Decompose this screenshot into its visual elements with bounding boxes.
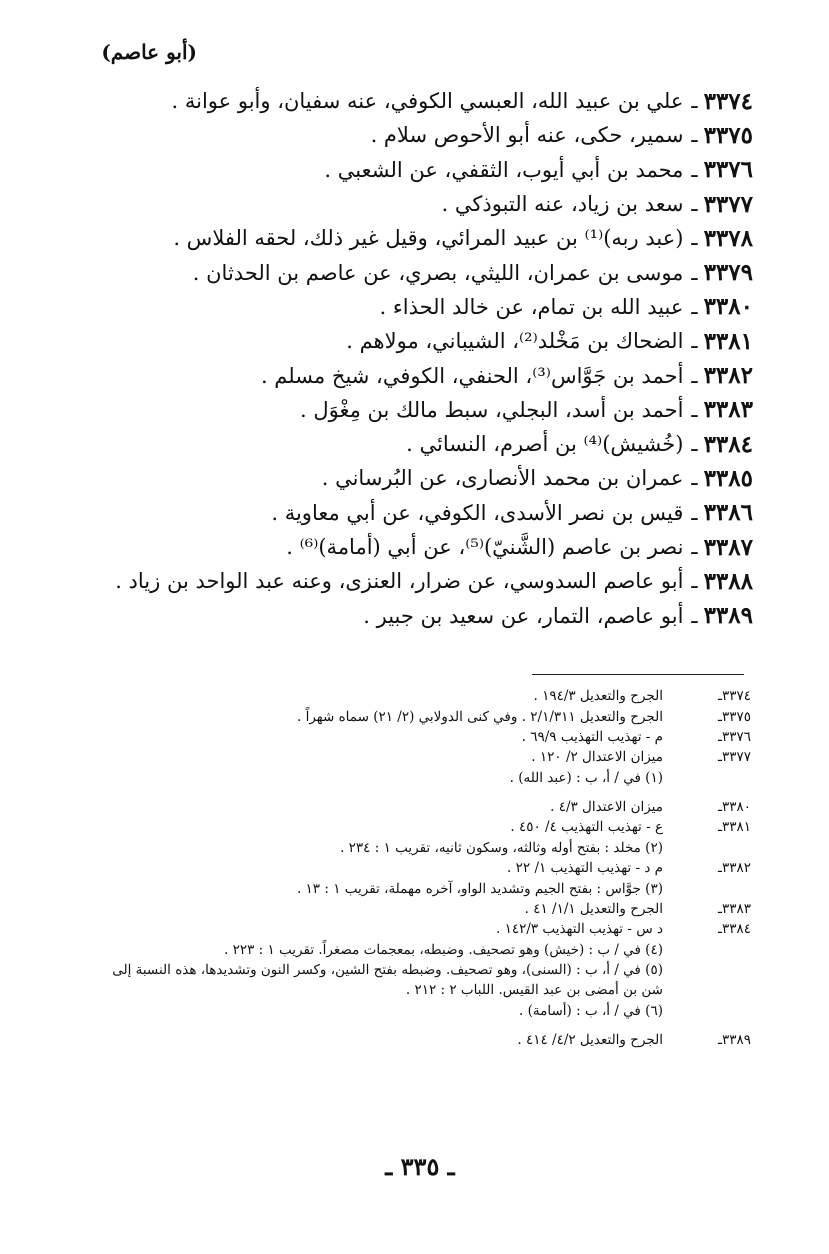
entry-row xyxy=(63,530,753,564)
entry-dash: ـ xyxy=(691,603,698,628)
footnote-number: ٣٣٧٧ xyxy=(721,749,751,766)
footnotes-list xyxy=(71,686,751,1050)
running-header: (أبو عاصم) xyxy=(101,40,197,64)
footnote-text: شن بن أمضى بن عبد القيس. اللباب ٢ : ٢١٢ . xyxy=(405,982,663,999)
entry-dash: ـ xyxy=(691,260,698,285)
footnote-number: ٣٣٧٦ xyxy=(721,728,751,745)
entry-number: ٣٣٨٤ xyxy=(703,430,753,458)
entry-text: سعد بن زياد، عنه التبوذكي . xyxy=(441,192,684,217)
entry-row xyxy=(63,153,753,187)
entry-number: ٣٣٨٦ xyxy=(703,499,753,527)
footnote-row xyxy=(71,1001,751,1021)
footnote-row: ٣٣٧٤ـ الجرح والتعديل ١٩٤/٣ . xyxy=(533,688,751,705)
entry-text: موسى بن عمران، الليثي، بصري، عن عاصم بن الحدثان . xyxy=(192,260,684,285)
footnote-row xyxy=(71,960,751,980)
footnote-row xyxy=(71,878,751,898)
entry-number: ٣٣٨٢ xyxy=(703,362,753,390)
entry-number: ٣٣٨٥ xyxy=(703,464,753,492)
entry-number: ٣٣٧٧ xyxy=(703,190,753,218)
entry-text: علي بن عبيد الله، العبسي الكوفي، عنه سفيان، وأبو عوانة . xyxy=(171,89,684,114)
footnote-text: الجرح والتعديل ٢/١/٣١١ . وفي كنى الدولابي (٢/ ٢١) سماه شهراً . xyxy=(297,708,663,725)
entries-list xyxy=(63,84,753,633)
entry-number: ٣٣٧٩ xyxy=(703,259,753,287)
entry-text: أبو عاصم، التمار، عن سعيد بن جبير . xyxy=(363,603,684,628)
footnote-row: ٣٣٧٧ـ ميزان الاعتدال ٢/ ١٢٠ . xyxy=(531,749,751,766)
entry-row xyxy=(63,393,753,427)
entry-row xyxy=(63,461,753,495)
footnote-number: ٣٣٧٤ xyxy=(721,688,751,705)
footnote-text: (٦) في / أ، ب : (أسامة) . xyxy=(519,1002,663,1019)
entry-dash: ـ xyxy=(691,535,698,559)
entry-number: ٣٣٨٠ xyxy=(703,293,753,321)
entry-text: عبيد الله بن تمام، عن خالد الحذاء . xyxy=(379,294,684,319)
entry-row xyxy=(63,324,753,358)
entry-number: ٣٣٧٤ xyxy=(703,87,753,115)
footnote-number: ٣٣٨٠ xyxy=(721,799,751,816)
entry-text: (خُشيش)⁽⁴⁾ بن أصرم، النسائي . xyxy=(406,432,684,457)
footnote-text: (٣) جوَّاس : بفتح الجيم وتشديد الواو، آخره مهملة، تقريب ١ : ١٣ . xyxy=(296,880,663,897)
entry-number: ٣٣٨٩ xyxy=(703,602,753,630)
entry-dash: ـ xyxy=(691,432,698,457)
entry-row xyxy=(63,221,753,255)
footnote-row: ٣٣٨٠ـ ميزان الاعتدال ٤/٣ . xyxy=(550,799,751,816)
entry-text: قيس بن نصر الأسدى، الكوفي، عن أبي معاوية . xyxy=(271,500,684,525)
entry-dash: ـ xyxy=(691,123,698,148)
footnote-row xyxy=(71,838,751,858)
entry-row xyxy=(63,290,753,324)
entry-row xyxy=(63,564,753,598)
footnote-row: ٣٣٨١ـ ع - تهذيب التهذيب ٤/ ٤٥٠ . xyxy=(510,819,751,836)
entry-number: ٣٣٨٨ xyxy=(703,567,753,595)
entry-dash: ـ xyxy=(691,466,698,491)
footnote-row xyxy=(71,940,751,960)
footnote-number: ٣٣٨٢ xyxy=(721,860,751,877)
footnote-number: ٣٣٨٤ xyxy=(721,921,751,938)
footnote-number: ٣٣٨١ xyxy=(721,819,751,836)
footnote-row xyxy=(71,980,751,1000)
footnote-text: (٥) في / أ، ب : (السنى)، وهو تصحيف. وضبطه بفتح الشين، وكسر النون وتشديدها، هذه النسبة إلى xyxy=(112,962,663,979)
entry-text: محمد بن أبي أيوب، الثقفي، عن الشعبي . xyxy=(324,157,684,182)
entry-dash: ـ xyxy=(691,569,698,594)
entry-dash: ـ xyxy=(691,157,698,182)
entry-row xyxy=(63,255,753,289)
entry-text: أبو عاصم السدوسي، عن ضرار، العنزى، وعنه عبد الواحد بن زياد . xyxy=(115,569,684,594)
entry-row xyxy=(63,118,753,152)
entry-dash: ـ xyxy=(691,397,698,422)
entry-dash: ـ xyxy=(691,294,698,319)
footnote-text: (١) في / أ، ب : (عبد الله) . xyxy=(509,769,663,786)
entry-text: الضحاك بن مَخْلد⁽²⁾، الشيباني، مولاهم . xyxy=(346,329,684,354)
footnote-row: ٣٣٨٣ـ الجرح والتعديل ١/١/ ٤١ . xyxy=(524,900,751,917)
entry-text: أحمد بن أسد، البجلي، سبط مالك بن مِغْوَل . xyxy=(300,397,684,422)
entry-dash: ـ xyxy=(691,363,698,388)
entry-text: عمران بن محمد الأنصارى، عن البُرساني . xyxy=(321,466,684,491)
entry-row xyxy=(63,187,753,221)
footnote-row: ٣٣٨٤ـ د س - تهذيب التهذيب ١٤٢/٣ . xyxy=(495,921,751,938)
entry-dash: ـ xyxy=(691,500,698,525)
footnote-row: ٣٣٨٩ـ الجرح والتعديل ٤/٢/ ٤١٤ . xyxy=(517,1032,751,1049)
footnote-number: ٣٣٧٥ xyxy=(721,708,751,725)
footnote-text: د س - تهذيب التهذيب ١٤٢/٣ . xyxy=(495,921,663,938)
footnote-text: ع - تهذيب التهذيب ٤/ ٤٥٠ . xyxy=(510,819,663,836)
footnote-number: ٣٣٨٣ xyxy=(721,900,751,917)
footnote-text: م - تهذيب التهذيب ٦٩/٩ . xyxy=(521,728,663,745)
entry-number: ٣٣٧٥ xyxy=(703,121,753,149)
entry-number: ٣٣٨٣ xyxy=(703,396,753,424)
footnote-row xyxy=(71,768,751,788)
footnote-row: ٣٣٨٢ـ م د - تهذيب التهذيب ١/ ٢٢ . xyxy=(507,860,751,877)
footnote-text: ميزان الاعتدال ٤/٣ . xyxy=(550,799,663,816)
page-number: ـ ٣٣٥ ـ xyxy=(385,1152,455,1181)
footnote-text: (٢) مخلد : بفتح أوله وثالثه، وسكون ثانيه، تقريب ١ : ٢٣٤ . xyxy=(340,839,663,856)
entry-text: أحمد بن جَوَّاس⁽³⁾، الحنفي، الكوفي، شيخ مسلم . xyxy=(260,363,684,388)
entry-dash: ـ xyxy=(691,329,698,354)
entry-number: ٣٣٧٨ xyxy=(703,224,753,252)
entry-dash: ـ xyxy=(691,192,698,217)
footnote-row: ٣٣٧٥ـ الجرح والتعديل ٢/١/٣١١ . وفي كنى الدولابي (٢/ ٢١) سماه شهراً . xyxy=(297,708,751,725)
footnote-row: ٣٣٧٦ـ م - تهذيب التهذيب ٦٩/٩ . xyxy=(521,728,751,745)
footnote-number: ٣٣٨٩ xyxy=(721,1032,751,1049)
footnote-text: الجرح والتعديل ١٩٤/٣ . xyxy=(533,688,663,705)
entry-row xyxy=(63,358,753,392)
entry-dash: ـ xyxy=(691,226,698,251)
entry-text: (عبد ربه)⁽¹⁾ بن عبيد المرائي، وقيل غير ذلك، لحقه الفلاس . xyxy=(173,226,684,251)
entry-dash: ـ xyxy=(691,89,698,114)
footnote-text: الجرح والتعديل ٤/٢/ ٤١٤ . xyxy=(517,1032,663,1049)
footnote-text: (٤) في / ب : (خيش) وهو تصحيف. وضبطه، بمعجمات مصغراً. تقريب ١ : ٢٢٣ . xyxy=(223,941,663,958)
footnote-separator xyxy=(532,674,744,675)
entry-number: ٣٣٨١ xyxy=(703,327,753,355)
entry-number: ٣٣٧٦ xyxy=(703,156,753,184)
footnote-text: ميزان الاعتدال ٢/ ١٢٠ . xyxy=(531,749,663,766)
entry-row xyxy=(63,84,753,118)
entry-text: نصر بن عاصم (الشَّنيّ)⁽⁵⁾، عن أبي (أمامة)⁽⁶⁾ . xyxy=(286,535,684,559)
footnote-text: م د - تهذيب التهذيب ١/ ٢٢ . xyxy=(507,860,663,877)
entry-row xyxy=(63,496,753,530)
entry-text: سمير، حكى، عنه أبو الأحوص سلام . xyxy=(370,123,684,148)
footnote-text: الجرح والتعديل ١/١/ ٤١ . xyxy=(524,900,663,917)
entry-row xyxy=(63,598,753,632)
entry-row xyxy=(63,427,753,461)
entry-number: ٣٣٨٧ xyxy=(703,533,753,561)
